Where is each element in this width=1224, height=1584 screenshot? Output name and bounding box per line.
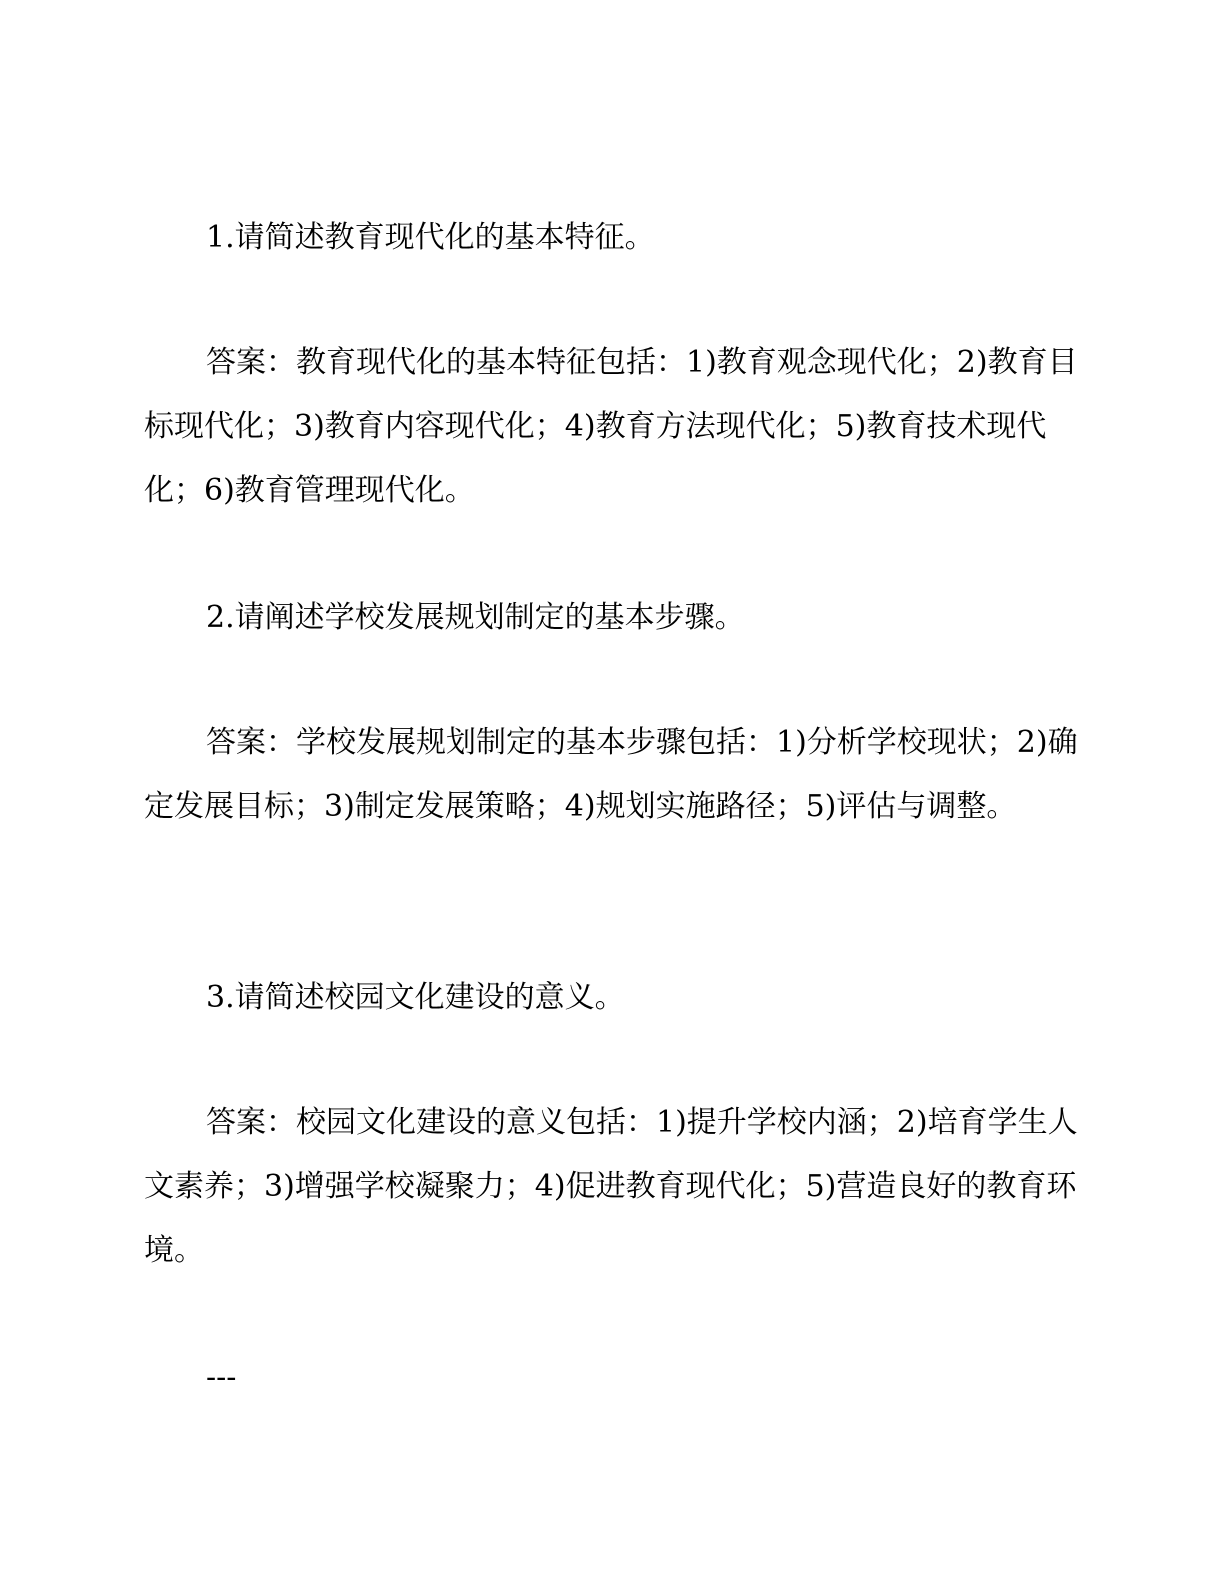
separator: --- (206, 1360, 237, 1395)
question-2: 2.请阐述学校发展规划制定的基本步骤。 (206, 600, 745, 635)
answer-3: 答案：校园文化建设的意义包括：1)提升学校内涵；2)培育学生人文素养；3)增强学校凝聚力；4)促进教育现代化；5)营造良好的教育环境。 (144, 1105, 1078, 1268)
answer-1: 答案：教育现代化的基本特征包括：1)教育观念现代化；2)教育目标现代化；3)教育内容现代化；4)教育方法现代化；5)教育技术现代化；6)教育管理现代化。 (144, 345, 1078, 508)
question-1: 1.请简述教育现代化的基本特征。 (206, 220, 655, 255)
answer-2: 答案：学校发展规划制定的基本步骤包括：1)分析学校现状；2)确定发展目标；3)制定发展策略；4)规划实施路径；5)评估与调整。 (144, 725, 1078, 824)
question-3: 3.请简述校园文化建设的意义。 (206, 980, 625, 1015)
